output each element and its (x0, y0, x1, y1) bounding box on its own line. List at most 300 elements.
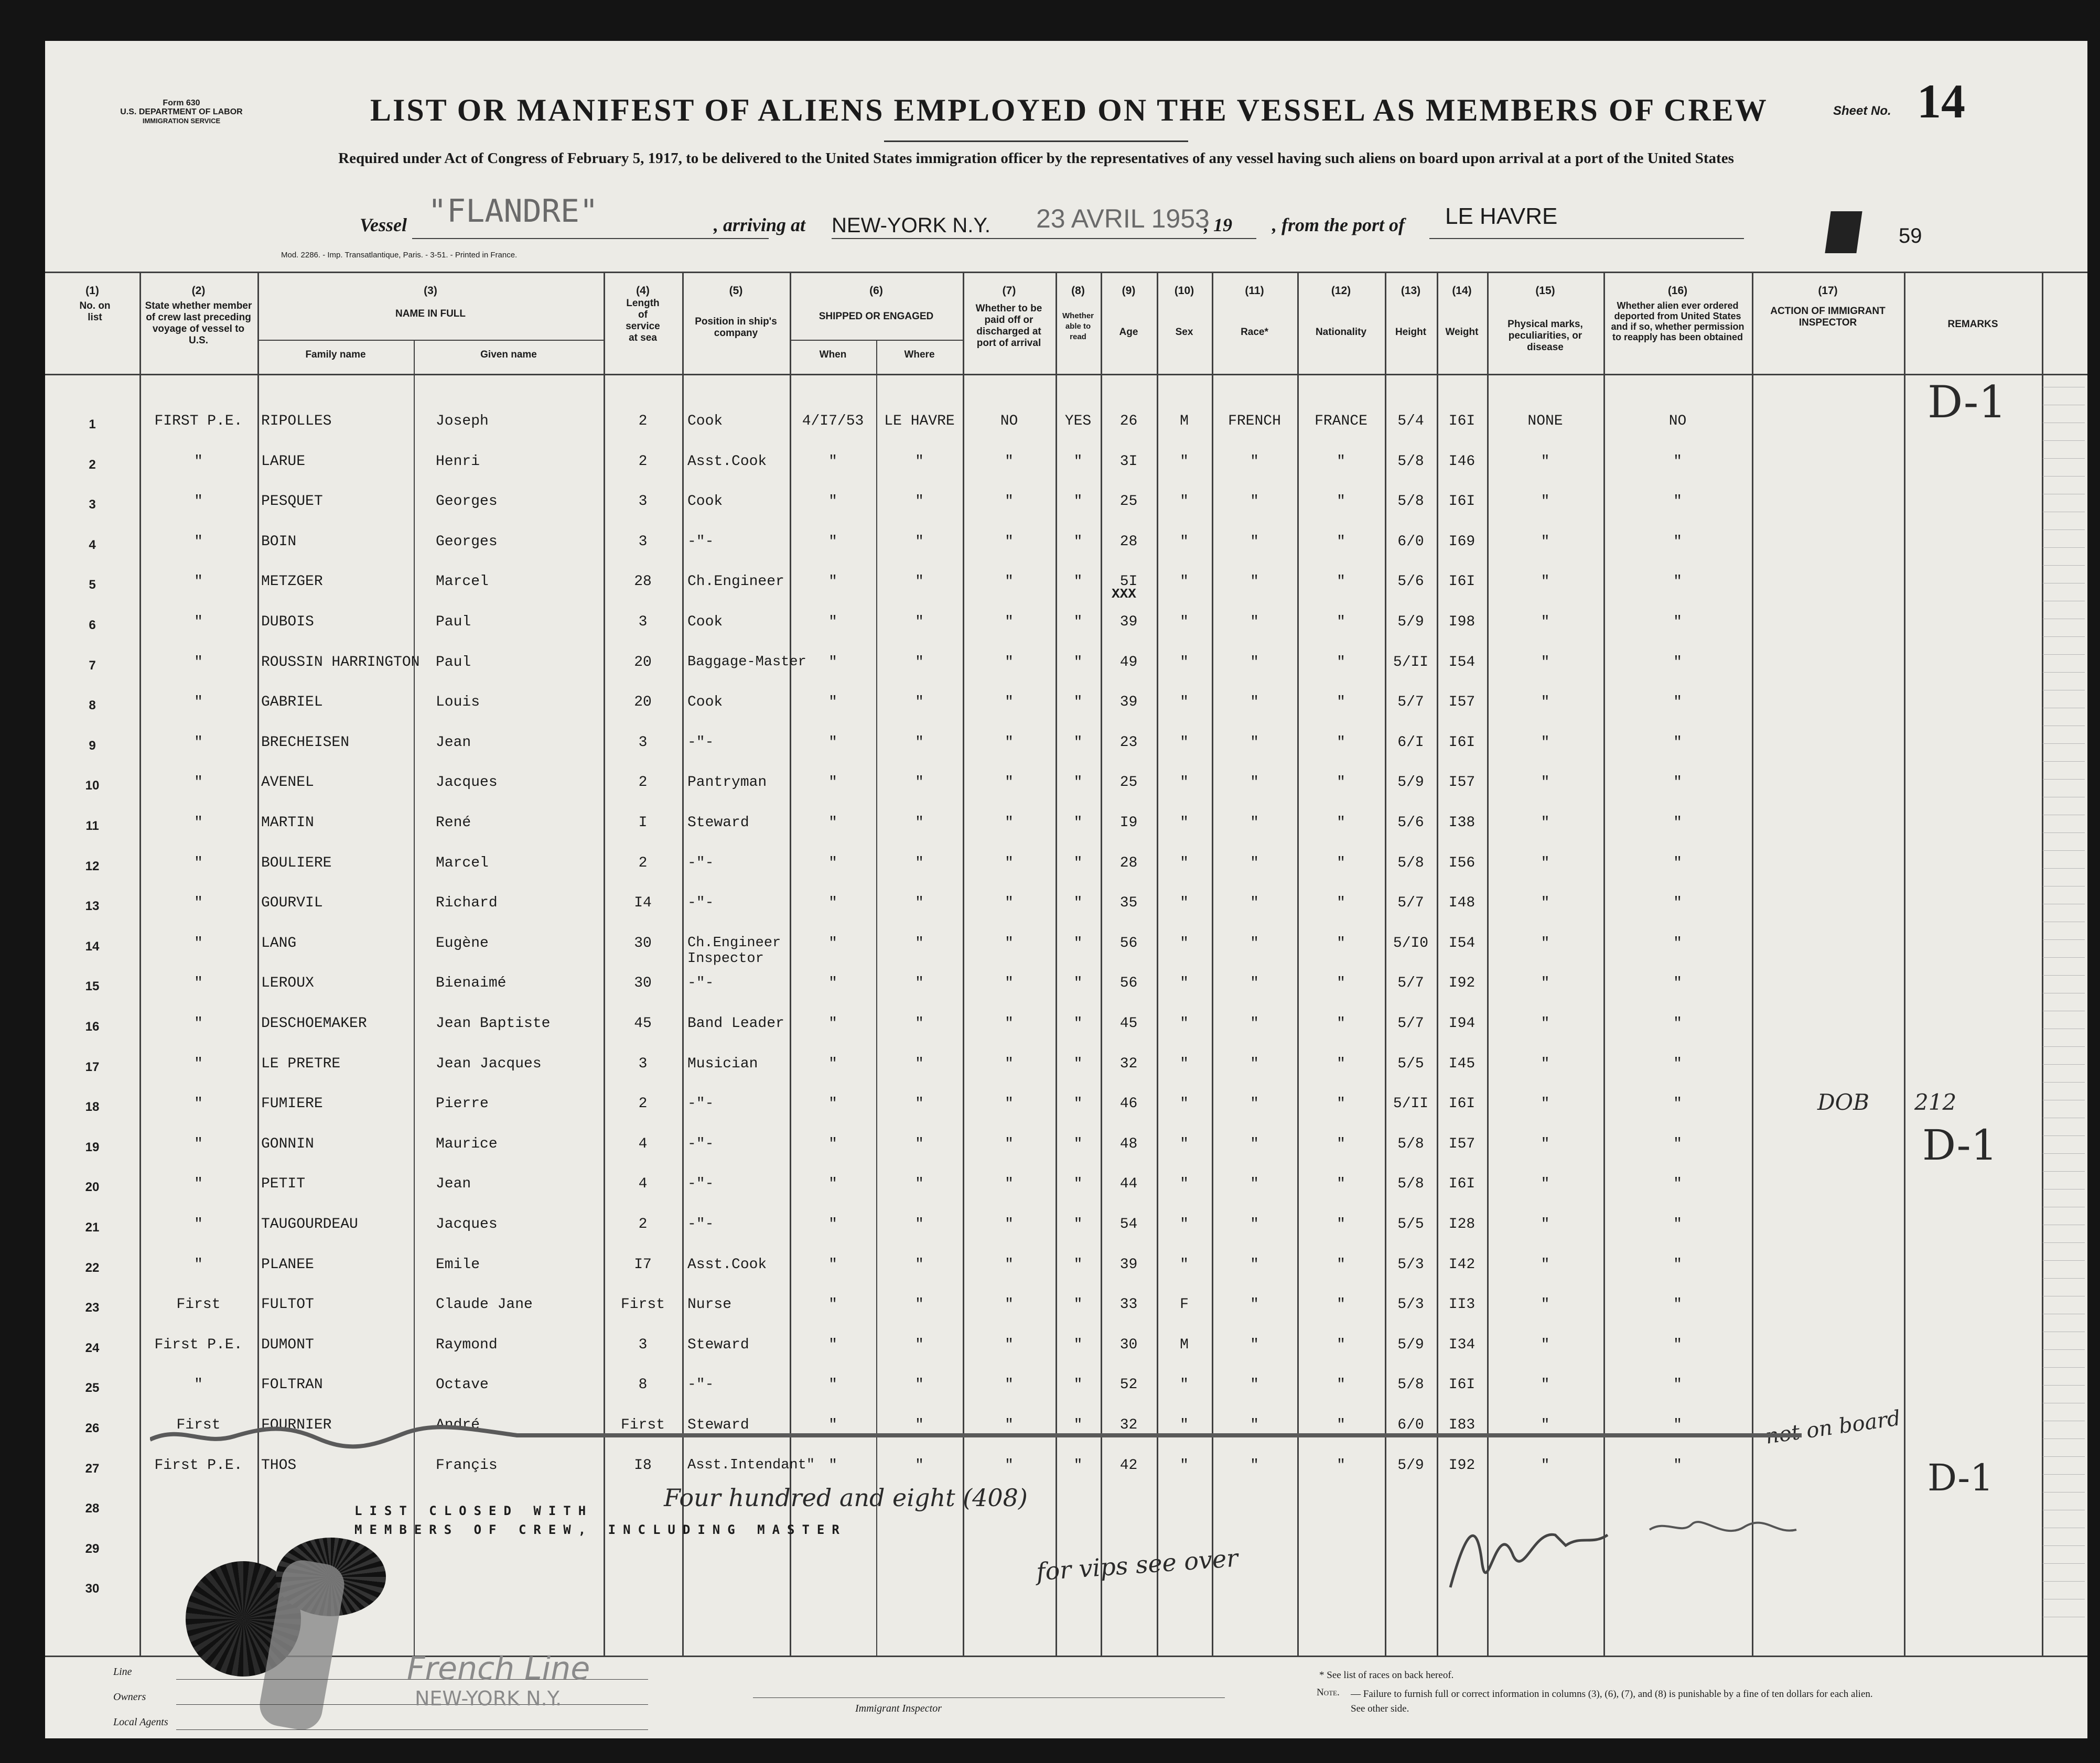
cell-read: " (1073, 815, 1083, 831)
cell-height: 5/9 (1397, 1457, 1424, 1474)
cell-read: " (1073, 533, 1083, 550)
cell-when: " (828, 1417, 837, 1433)
cell-weight: I92 (1448, 975, 1476, 992)
cell-position: Musician (687, 1055, 758, 1072)
cell-when: " (828, 774, 837, 791)
cell-nationality: " (1337, 1015, 1345, 1032)
cell-nationality: " (1337, 493, 1345, 510)
cell-weight: I48 (1448, 895, 1476, 912)
col-2-number: (2) (191, 285, 206, 297)
cell-weight: I57 (1448, 774, 1476, 791)
cell-when: " (828, 895, 837, 912)
cell-marks: " (1541, 1216, 1550, 1232)
cell-weight: I92 (1448, 1457, 1476, 1474)
cell-nationality: " (1337, 453, 1345, 470)
cell-weight: I6I (1448, 734, 1476, 751)
ruled-line (2043, 654, 2085, 655)
cell-prev: First (176, 1417, 221, 1433)
cell-when: " (828, 654, 837, 670)
cell-paid: " (1005, 935, 1014, 951)
cell-given: Pierre (436, 1096, 489, 1112)
cell-deported: " (1673, 1377, 1682, 1393)
cell-service: I8 (634, 1457, 652, 1474)
cell-height: 5/7 (1397, 895, 1424, 912)
row-number: 18 (85, 1100, 100, 1115)
cell-paid: " (1005, 574, 1014, 590)
cell-where: " (915, 895, 924, 912)
cell-given: Georges (436, 533, 498, 550)
cell-deported: " (1673, 533, 1682, 550)
cell-weight: I69 (1448, 533, 1476, 550)
cell-read: " (1073, 975, 1083, 992)
remark-212: 212 (1914, 1089, 1957, 1115)
cell-weight: I6I (1448, 1377, 1476, 1393)
for-vips-note: for vips see over (1035, 1543, 1239, 1586)
page-title: LIST OR MANIFEST OF ALIENS EMPLOYED ON THE VESSEL AS MEMBERS OF CREW (370, 93, 1768, 127)
row-26-strikethrough (150, 1420, 1802, 1451)
cell-family: RIPOLLES (261, 413, 332, 429)
row-number: 30 (85, 1582, 100, 1596)
cell-where: " (915, 935, 924, 951)
cell-position: -"- (687, 1096, 714, 1112)
cell-weight: I6I (1448, 1096, 1476, 1112)
cell-family: BRECHEISEN (261, 734, 350, 751)
subtitle: Required under Act of Congress of February 5, 1917, to be delivered to the United States immigration officer by the representatives of any vessel having such aliens on board upon arrival at a port of the United States (338, 150, 1734, 167)
cell-family: METZGER (261, 574, 323, 590)
cell-sex: " (1180, 855, 1189, 871)
cell-marks: " (1541, 895, 1550, 912)
cell-paid: " (1005, 533, 1014, 550)
cell-prev: " (194, 1176, 203, 1193)
cell-race: " (1250, 1457, 1259, 1474)
col-15-header: Physical marks, peculiarities, or disease (1507, 319, 1583, 353)
cell-nationality: " (1337, 533, 1345, 550)
col-6-number: (6) (869, 285, 883, 297)
cell-weight: I42 (1448, 1256, 1476, 1273)
cell-position: -"- (687, 1377, 714, 1393)
cell-weight: I6I (1448, 574, 1476, 590)
row-number: 19 (85, 1140, 100, 1154)
cell-deported: " (1673, 935, 1682, 951)
cell-paid: " (1005, 734, 1014, 751)
cell-deported: " (1673, 975, 1682, 992)
cell-weight: I34 (1448, 1336, 1476, 1353)
cell-marks: " (1541, 1256, 1550, 1273)
ruled-line (2043, 529, 2085, 530)
cell-position: -"- (687, 1135, 714, 1152)
row-number: 1 (89, 417, 96, 431)
cell-read: " (1073, 654, 1083, 670)
cell-family: LE PRETRE (261, 1055, 341, 1072)
col-9-header: Age (1119, 327, 1138, 338)
cell-where: " (915, 1256, 924, 1273)
cell-when: " (828, 1336, 837, 1353)
col-13-number: (13) (1401, 285, 1421, 297)
row-number: 13 (85, 899, 100, 914)
ruled-line (2043, 1563, 2085, 1564)
cell-height: 5/8 (1397, 1176, 1424, 1193)
cell-deported: " (1673, 694, 1682, 711)
cell-where: " (915, 1135, 924, 1152)
cell-family: ROUSSIN HARRINGTON (261, 654, 420, 670)
note-text: — Failure to furnish full or correct information in columns (3), (6), (7), and (8) is punishable by a fine of ten dollars for each alien. See other side. (1351, 1689, 1873, 1714)
cell-weight: I54 (1448, 935, 1476, 951)
cell-when: " (828, 1096, 837, 1112)
cell-deported: " (1673, 1015, 1682, 1032)
cell-read: " (1073, 1296, 1083, 1313)
cell-nationality: " (1337, 1216, 1345, 1232)
col-7-header: Whether to be paid off or discharged at port of arrival (975, 303, 1042, 349)
cell-marks: " (1541, 1096, 1550, 1112)
vessel-label: Vessel (360, 214, 407, 235)
cell-marks: " (1541, 1176, 1550, 1193)
row-number: 28 (85, 1501, 100, 1516)
cell-marks: " (1541, 574, 1550, 590)
cell-paid: " (1005, 774, 1014, 791)
cell-marks: " (1541, 493, 1550, 510)
ruled-line (2043, 761, 2085, 762)
cell-where: " (915, 1296, 924, 1313)
cell-read: " (1073, 574, 1083, 590)
cell-read: " (1073, 734, 1083, 751)
cell-deported: " (1673, 1417, 1682, 1433)
cell-when: " (828, 815, 837, 831)
note-label: Note. (1317, 1687, 1340, 1698)
year-label: , 19 (1204, 214, 1232, 235)
cell-when: " (828, 1216, 837, 1232)
cell-age: I9 (1119, 815, 1138, 831)
cell-where: " (915, 614, 924, 630)
cell-service: 3 (638, 1055, 648, 1072)
cell-prev: " (194, 935, 203, 951)
cell-deported: " (1673, 815, 1682, 831)
cell-age: 28 (1119, 855, 1138, 871)
cell-deported: " (1673, 614, 1682, 630)
cell-read: " (1073, 774, 1083, 791)
cell-nationality: " (1337, 1096, 1345, 1112)
cell-weight: I98 (1448, 614, 1476, 630)
cell-prev: " (194, 855, 203, 871)
cell-family: PETIT (261, 1176, 306, 1193)
cell-when: " (828, 493, 837, 510)
cell-race: " (1250, 1176, 1259, 1193)
cell-service: 2 (638, 413, 648, 429)
cell-paid: " (1005, 493, 1014, 510)
cell-sex: " (1180, 574, 1189, 590)
cell-age: 28 (1119, 533, 1138, 550)
cell-height: 5/8 (1397, 453, 1424, 470)
cell-when: " (828, 1457, 837, 1474)
cell-position: -"- (687, 533, 714, 550)
col-12-number: (12) (1331, 285, 1351, 297)
row-number: 3 (89, 497, 96, 512)
cell-nationality: " (1337, 1055, 1345, 1072)
cell-family: DUBOIS (261, 614, 314, 630)
cell-given: Henri (436, 453, 480, 470)
form-number: Form 630 (163, 99, 200, 107)
ruled-line (2043, 565, 2085, 566)
cell-height: 5/8 (1397, 1377, 1424, 1393)
cell-deported: " (1673, 453, 1682, 470)
cell-height: 5/8 (1397, 855, 1424, 871)
cell-nationality: " (1337, 895, 1345, 912)
cell-race: " (1250, 654, 1259, 670)
cell-family: FULTOT (261, 1296, 314, 1313)
col-14-number: (14) (1452, 285, 1472, 297)
cell-service: I7 (634, 1256, 652, 1273)
cell-deported: " (1673, 1336, 1682, 1353)
cell-age: 44 (1119, 1176, 1138, 1193)
row-number: 8 (89, 698, 96, 713)
col-10-number: (10) (1174, 285, 1194, 297)
cell-race: " (1250, 1256, 1259, 1273)
ruled-line (2043, 957, 2085, 958)
cell-race: " (1250, 614, 1259, 630)
cell-where: " (915, 1216, 924, 1232)
cell-marks: " (1541, 533, 1550, 550)
col-16-number: (16) (1667, 285, 1688, 297)
cell-given: Jean Jacques (436, 1055, 542, 1072)
cell-deported: " (1673, 1457, 1682, 1474)
cell-nationality: " (1337, 574, 1345, 590)
cell-paid: " (1005, 453, 1014, 470)
cell-given: Claude Jane (436, 1296, 533, 1313)
ruled-line (2043, 868, 2085, 869)
cell-service: 3 (638, 614, 648, 630)
cell-when: " (828, 694, 837, 711)
cell-paid: " (1005, 614, 1014, 630)
cell-prev: " (194, 1096, 203, 1112)
col-rule (139, 272, 141, 1656)
cell-given: Françis (436, 1457, 498, 1474)
row-number: 20 (85, 1180, 100, 1195)
cell-height: 5/6 (1397, 815, 1424, 831)
table-top-rule (45, 272, 2087, 273)
ruled-line (2043, 1153, 2085, 1154)
cell-where: " (915, 1377, 924, 1393)
ruled-line (2043, 1082, 2085, 1083)
cell-position: Asst.Cook (687, 1256, 767, 1273)
cell-paid: " (1005, 1015, 1014, 1032)
col-6-sub-where: Where (904, 349, 935, 360)
cell-position: Cook (687, 493, 723, 510)
cell-paid: " (1005, 855, 1014, 871)
cell-prev: First P.E. (154, 1336, 243, 1353)
cell-height: 5/3 (1397, 1256, 1424, 1273)
cell-service: 20 (634, 694, 652, 711)
cell-nationality: " (1337, 1256, 1345, 1273)
cell-prev: " (194, 734, 203, 751)
cell-sex: " (1180, 493, 1189, 510)
cell-position: Asst.Intendant" (687, 1457, 815, 1473)
cell-where: " (915, 453, 924, 470)
cell-weight: I83 (1448, 1417, 1476, 1433)
row-number: 5 (89, 578, 96, 592)
cell-sex: " (1180, 815, 1189, 831)
line-label: Line (113, 1666, 132, 1678)
cell-where: " (915, 1055, 924, 1072)
cell-position: Steward (687, 1417, 749, 1433)
cell-read: " (1073, 1457, 1083, 1474)
cell-where: " (915, 815, 924, 831)
sheet-label: Sheet No. (1833, 104, 1891, 118)
cell-height: 5/II (1393, 654, 1429, 670)
subheader-rule (257, 340, 604, 341)
cell-weight: I6I (1448, 493, 1476, 510)
cell-sex: " (1180, 1096, 1189, 1112)
cell-paid: " (1005, 1216, 1014, 1232)
cell-given: Raymond (436, 1336, 498, 1353)
ruled-line (2043, 1046, 2085, 1047)
cell-when: " (828, 533, 837, 550)
cell-service: I (638, 815, 648, 831)
cell-weight: I28 (1448, 1216, 1476, 1232)
cell-prev: " (194, 493, 203, 510)
cell-family: LARUE (261, 453, 306, 470)
cell-age: 39 (1119, 614, 1138, 630)
cell-where: " (915, 1457, 924, 1474)
corner-stamp-mark (1825, 211, 1862, 253)
cell-service: 4 (638, 1176, 648, 1193)
cell-race: FRENCH (1228, 413, 1281, 429)
col-8-header: Whether able to read (1062, 311, 1094, 341)
ruled-line (2043, 1474, 2085, 1475)
cell-race: " (1250, 533, 1259, 550)
col-5-header: Position in ship's company (695, 316, 777, 339)
cell-family: PESQUET (261, 493, 323, 510)
cell-read: " (1073, 493, 1083, 510)
cell-sex: " (1180, 533, 1189, 550)
cell-read: " (1073, 1417, 1083, 1433)
cell-family: GOURVIL (261, 895, 323, 912)
ruled-line (2043, 1260, 2085, 1261)
cell-where: " (915, 855, 924, 871)
title-rule (884, 140, 1188, 142)
age-correction: XXX (1112, 586, 1136, 602)
cell-when: " (828, 574, 837, 590)
sheet-number: 14 (1917, 74, 1965, 128)
cell-age: 23 (1119, 734, 1138, 751)
cell-read: " (1073, 1015, 1083, 1032)
cell-when: " (828, 935, 837, 951)
cell-deported: NO (1668, 413, 1687, 429)
col-7-number: (7) (1002, 285, 1016, 297)
cell-where: " (915, 493, 924, 510)
ruled-line (2043, 1581, 2085, 1582)
cell-race: " (1250, 1015, 1259, 1032)
cell-prev: " (194, 1377, 203, 1393)
cell-position: -"- (687, 895, 714, 912)
service: IMMIGRATION SERVICE (142, 117, 221, 125)
cell-marks: NONE (1527, 413, 1563, 429)
cell-marks: " (1541, 774, 1550, 791)
row-number: 16 (85, 1020, 100, 1034)
cell-family: BOIN (261, 533, 297, 550)
cell-race: " (1250, 1096, 1259, 1112)
cell-sex: " (1180, 1256, 1189, 1273)
cell-weight: I57 (1448, 1135, 1476, 1152)
cell-position: -"- (687, 975, 714, 992)
from-port-label: , from the port of (1272, 214, 1405, 235)
cell-race: " (1250, 1377, 1259, 1393)
col-17-header: ACTION OF IMMIGRANT INSPECTOR (1770, 306, 1886, 328)
cell-service: 2 (638, 1216, 648, 1232)
arriving-label: , arriving at (714, 214, 806, 235)
cell-weight: I54 (1448, 654, 1476, 670)
col-6-sub-when: When (819, 349, 847, 360)
cell-deported: " (1673, 574, 1682, 590)
row-number: 29 (85, 1541, 100, 1556)
col-3-sub-family: Family name (305, 349, 366, 360)
cell-paid: " (1005, 1055, 1014, 1072)
col-5-number: (5) (729, 285, 743, 297)
cell-marks: " (1541, 453, 1550, 470)
cell-position: -"- (687, 855, 714, 871)
cell-read: " (1073, 1377, 1083, 1393)
row-number: 11 (85, 819, 99, 833)
stamp-new-york: NEW-YORK N.Y. (415, 1687, 562, 1710)
cell-weight: II3 (1448, 1296, 1476, 1313)
cell-race: " (1250, 1336, 1259, 1353)
cell-age: 52 (1119, 1377, 1138, 1393)
cell-age: 25 (1119, 493, 1138, 510)
cell-read: " (1073, 1336, 1083, 1353)
cell-given: Richard (436, 895, 498, 912)
cell-height: 5/4 (1397, 413, 1424, 429)
cell-where: " (915, 694, 924, 711)
cell-weight: I56 (1448, 855, 1476, 871)
cell-paid: " (1005, 815, 1014, 831)
cell-height: 5/6 (1397, 574, 1424, 590)
cell-family: AVENEL (261, 774, 314, 791)
crew-count-handwritten: Four hundred and eight (408) (664, 1484, 1028, 1512)
cell-height: 5/7 (1397, 975, 1424, 992)
cell-paid: " (1005, 694, 1014, 711)
cell-weight: I38 (1448, 815, 1476, 831)
cell-deported: " (1673, 1096, 1682, 1112)
cell-sex: " (1180, 1176, 1189, 1193)
cell-marks: " (1541, 1135, 1550, 1152)
row-number: 17 (85, 1059, 100, 1074)
cell-when: " (828, 1377, 837, 1393)
ruled-line (2043, 1456, 2085, 1457)
cell-paid: " (1005, 1457, 1014, 1474)
cell-prev: FIRST P.E. (154, 413, 243, 429)
cell-height: 5/3 (1397, 1296, 1424, 1313)
cell-deported: " (1673, 493, 1682, 510)
cell-race: " (1250, 493, 1259, 510)
cell-service: First (620, 1296, 665, 1313)
cell-prev: " (194, 1216, 203, 1232)
list-closed-line-1: LIST CLOSED WITH (354, 1504, 594, 1518)
cell-service: 2 (638, 453, 648, 470)
cell-read: " (1073, 855, 1083, 871)
cell-marks: " (1541, 935, 1550, 951)
cell-deported: " (1673, 1135, 1682, 1152)
arrival-date: 23 AVRIL 1953 (1036, 204, 1210, 233)
cell-position: Cook (687, 694, 723, 711)
cell-weight: I57 (1448, 694, 1476, 711)
cell-age: 26 (1119, 413, 1138, 429)
cell-prev: " (194, 774, 203, 791)
cell-read: " (1073, 935, 1083, 951)
cell-deported: " (1673, 1296, 1682, 1313)
ruled-line (2043, 1367, 2085, 1368)
cell-prev: " (194, 1256, 203, 1273)
cell-age: 32 (1119, 1417, 1138, 1433)
cell-deported: " (1673, 1176, 1682, 1193)
cell-service: 20 (634, 654, 652, 670)
